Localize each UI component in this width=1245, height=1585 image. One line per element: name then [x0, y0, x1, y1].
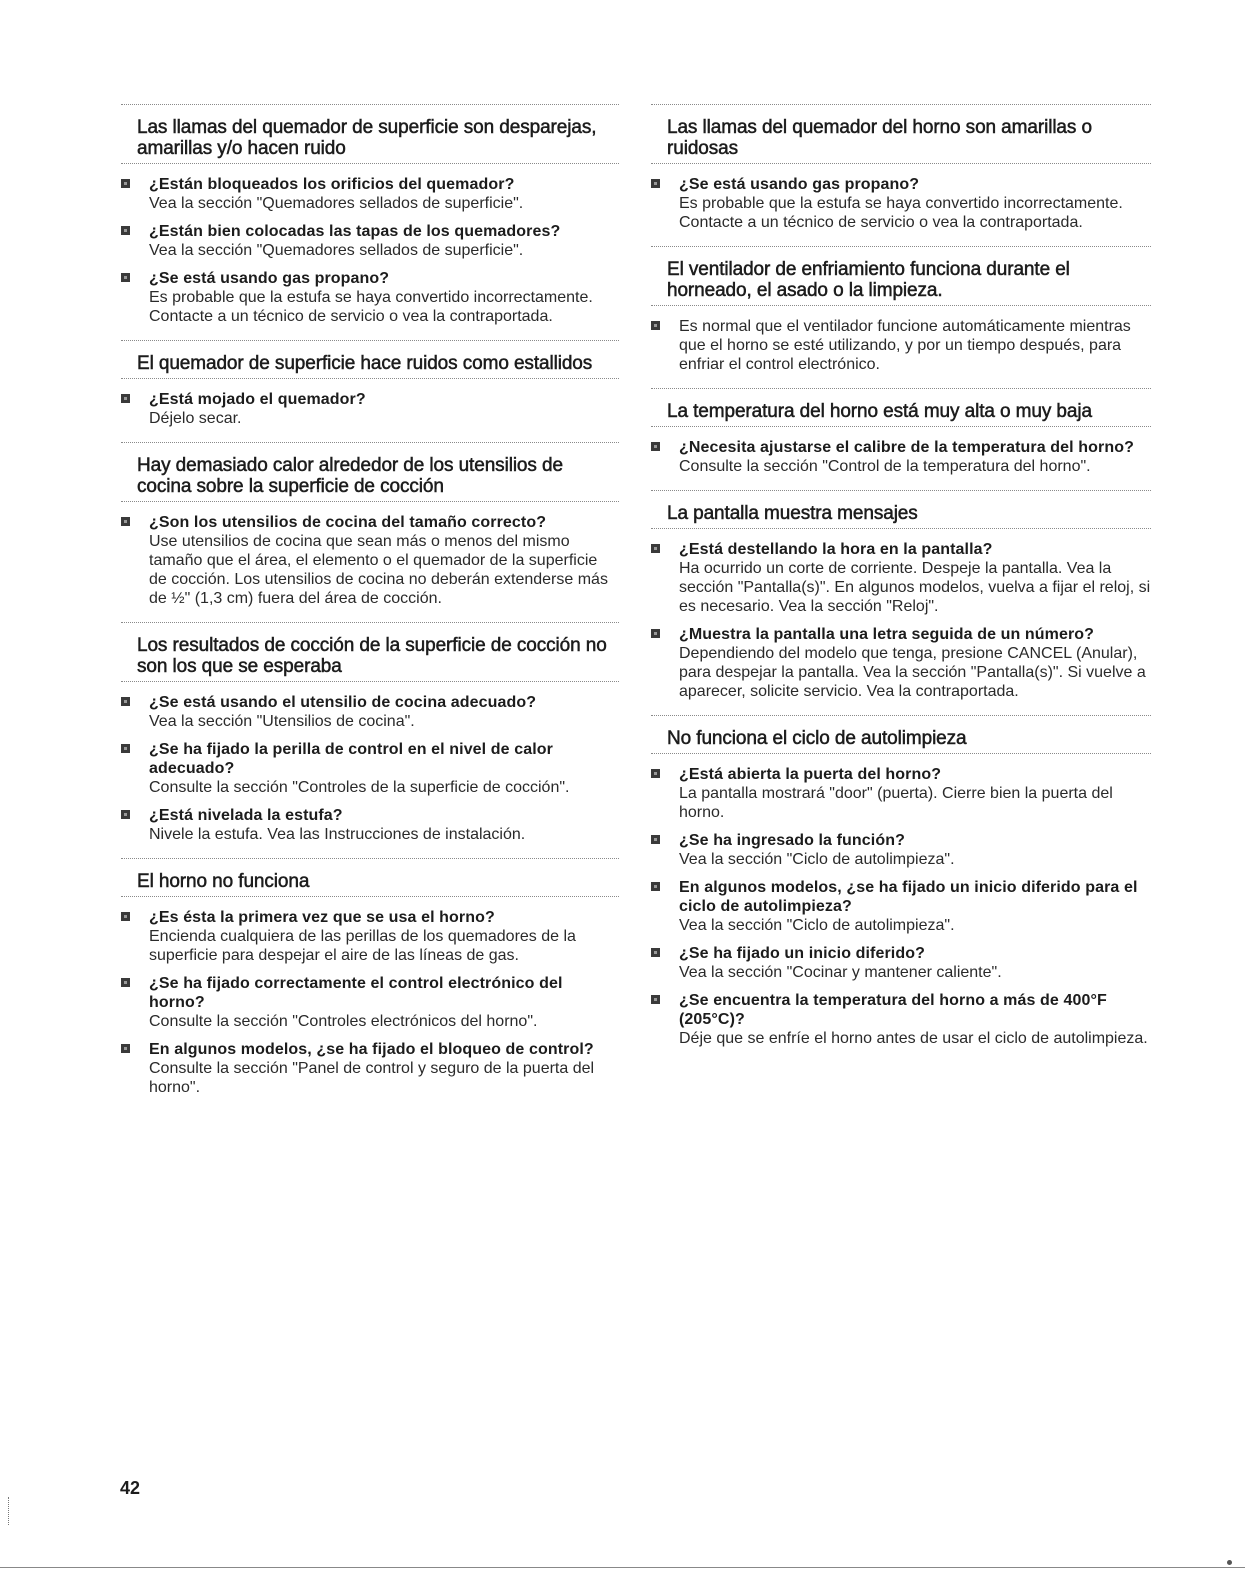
item-answer: Vea la sección "Ciclo de autolimpieza".	[679, 917, 955, 934]
troubleshooting-item	[651, 991, 1151, 1048]
item-answer: Vea la sección "Cocinar y mantener caliente".	[679, 964, 1002, 981]
troubleshooting-item	[121, 693, 619, 731]
heading-bottom-rule	[121, 681, 619, 682]
square-bullet-icon	[121, 179, 130, 188]
troubleshooting-item	[651, 175, 1151, 232]
item-answer: Consulte la sección "Control de la temperatura del horno".	[679, 458, 1091, 475]
troubleshooting-section	[121, 104, 619, 326]
item-answer: Consulte la sección "Panel de control y seguro de la puerta del horno".	[149, 1060, 595, 1096]
troubleshooting-item	[651, 625, 1151, 701]
troubleshooting-item	[121, 222, 619, 260]
troubleshooting-item	[121, 908, 619, 965]
item-question: ¿Se está usando el utensilio de cocina adecuado?	[149, 694, 537, 711]
item-answer: Consulte la sección "Controles de la superficie de cocción".	[149, 779, 570, 796]
square-bullet-icon	[651, 321, 660, 330]
heading-bottom-rule	[121, 896, 619, 897]
item-question: ¿Están bien colocadas las tapas de los quemadores?	[149, 223, 561, 240]
item-answer: Dependiendo del modelo que tenga, presione CANCEL (Anular), para despejar la pantalla. Vea la sección "Pantalla(s)". Si vuelve a aparecer, solicite servicio. Vea la contraportada.	[679, 645, 1146, 700]
item-answer: Nivele la estufa. Vea las Instrucciones de instalación.	[149, 826, 526, 843]
square-bullet-icon	[121, 810, 130, 819]
item-answer: La pantalla mostrará "door" (puerta). Cierre bien la puerta del horno.	[679, 785, 1113, 821]
square-bullet-icon	[121, 226, 130, 235]
section-heading: Hay demasiado calor alrededor de los utensilios de cocina sobre la superficie de cocción	[137, 455, 563, 497]
square-bullet-icon	[651, 179, 660, 188]
troubleshooting-section	[651, 388, 1151, 476]
troubleshooting-section	[651, 104, 1151, 232]
item-question: ¿Se ha fijado correctamente el control electrónico del horno?	[149, 975, 563, 1011]
item-answer: Use utensilios de cocina que sean más o menos del mismo tamaño que el área, el elemento o el quemador de la superficie de cocción. Los utensilios de cocina no deberán extenderse más de ½" (1,3 cm) fuera del área de cocción.	[149, 533, 608, 607]
item-answer: Es probable que la estufa se haya convertido incorrectamente. Contacte a un técnico de servicio o vea la contraportada.	[149, 289, 593, 325]
troubleshooting-section	[121, 858, 619, 1097]
item-question: ¿Muestra la pantalla una letra seguida de un número?	[679, 626, 1095, 643]
left-column	[121, 104, 619, 1106]
square-bullet-icon	[121, 744, 130, 753]
square-bullet-icon	[651, 882, 660, 891]
square-bullet-icon	[121, 1044, 130, 1053]
heading-bottom-rule	[651, 753, 1151, 754]
square-bullet-icon	[651, 995, 660, 1004]
heading-bottom-rule	[651, 426, 1151, 427]
item-answer: Encienda cualquiera de las perillas de los quemadores de la superficie para despejar el aire de las líneas de gas.	[149, 928, 576, 964]
right-column	[651, 104, 1151, 1057]
item-question: En algunos modelos, ¿se ha fijado el bloqueo de control?	[149, 1041, 594, 1058]
troubleshooting-section	[121, 442, 619, 608]
corner-dot	[1227, 1560, 1232, 1565]
troubleshooting-section	[651, 490, 1151, 701]
troubleshooting-item	[651, 317, 1151, 374]
section-heading: Las llamas del quemador del horno son amarillas o ruidosas	[667, 117, 1092, 159]
square-bullet-icon	[121, 517, 130, 526]
margin-mark	[8, 1497, 10, 1525]
item-question: ¿Está abierta la puerta del horno?	[679, 766, 942, 783]
troubleshooting-item	[651, 878, 1151, 935]
troubleshooting-item	[651, 438, 1151, 476]
item-question: En algunos modelos, ¿se ha fijado un inicio diferido para el ciclo de autolimpieza?	[679, 879, 1138, 915]
item-answer: Déjelo secar.	[149, 410, 242, 427]
section-heading: El horno no funciona	[137, 871, 310, 892]
item-question: ¿Son los utensilios de cocina del tamaño correcto?	[149, 514, 547, 531]
troubleshooting-item	[121, 974, 619, 1031]
square-bullet-icon	[651, 948, 660, 957]
item-question: ¿Se ha fijado un inicio diferido?	[679, 945, 925, 962]
square-bullet-icon	[121, 394, 130, 403]
square-bullet-icon	[121, 273, 130, 282]
item-answer: Vea la sección "Ciclo de autolimpieza".	[679, 851, 955, 868]
square-bullet-icon	[651, 544, 660, 553]
heading-bottom-rule	[121, 501, 619, 502]
troubleshooting-item	[121, 806, 619, 844]
heading-bottom-rule	[651, 305, 1151, 306]
square-bullet-icon	[121, 912, 130, 921]
square-bullet-icon	[651, 442, 660, 451]
section-heading: Las llamas del quemador de superficie son desparejas, amarillas y/o hacen ruido	[137, 117, 597, 159]
square-bullet-icon	[121, 978, 130, 987]
troubleshooting-section	[651, 246, 1151, 374]
troubleshooting-section	[121, 622, 619, 844]
item-answer: Es normal que el ventilador funcione automáticamente mientras que el horno se esté utilizando, y por un tiempo después, para enfriar el control electrónico.	[679, 318, 1131, 373]
section-heading: Los resultados de cocción de la superficie de cocción no son los que se esperaba	[137, 635, 607, 677]
troubleshooting-item	[651, 765, 1151, 822]
heading-bottom-rule	[651, 528, 1151, 529]
troubleshooting-item	[121, 269, 619, 326]
square-bullet-icon	[651, 769, 660, 778]
troubleshooting-item	[651, 944, 1151, 982]
item-answer: Vea la sección "Quemadores sellados de superficie".	[149, 195, 524, 212]
troubleshooting-item	[121, 513, 619, 608]
troubleshooting-item	[651, 831, 1151, 869]
item-question: ¿Está mojado el quemador?	[149, 391, 366, 408]
heading-bottom-rule	[121, 163, 619, 164]
page-number: 42	[120, 1478, 141, 1498]
item-question: ¿Se ha ingresado la función?	[679, 832, 905, 849]
square-bullet-icon	[651, 629, 660, 638]
troubleshooting-item	[121, 740, 619, 797]
item-answer: Vea la sección "Utensilios de cocina".	[149, 713, 415, 730]
section-heading: El quemador de superficie hace ruidos como estallidos	[137, 353, 593, 374]
troubleshooting-item	[651, 540, 1151, 616]
item-question: ¿Necesita ajustarse el calibre de la temperatura del horno?	[679, 439, 1134, 456]
troubleshooting-section	[651, 715, 1151, 1048]
troubleshooting-item	[121, 390, 619, 428]
section-heading: No funciona el ciclo de autolimpieza	[667, 728, 967, 749]
item-question: ¿Están bloqueados los orificios del quemador?	[149, 176, 515, 193]
item-question: ¿Es ésta la primera vez que se usa el horno?	[149, 909, 495, 926]
heading-bottom-rule	[121, 378, 619, 379]
item-answer: Consulte la sección "Controles electrónicos del horno".	[149, 1013, 538, 1030]
troubleshooting-section	[121, 340, 619, 428]
item-question: ¿Se encuentra la temperatura del horno a más de 400°F (205°C)?	[679, 992, 1107, 1028]
item-question: ¿Está nivelada la estufa?	[149, 807, 343, 824]
section-heading: El ventilador de enfriamiento funciona durante el horneado, el asado o la limpieza.	[667, 259, 1070, 301]
item-answer: Ha ocurrido un corte de corriente. Despeje la pantalla. Vea la sección "Pantalla(s)". En algunos modelos, vuelva a fijar el reloj, si es necesario. Vea la sección "Reloj".	[679, 560, 1151, 615]
item-question: ¿Se ha fijado la perilla de control en el nivel de calor adecuado?	[149, 741, 553, 777]
troubleshooting-item	[121, 1040, 619, 1097]
item-answer: Es probable que la estufa se haya convertido incorrectamente. Contacte a un técnico de servicio o vea la contraportada.	[679, 195, 1123, 231]
item-question: ¿Está destellando la hora en la pantalla?	[679, 541, 993, 558]
item-question: ¿Se está usando gas propano?	[149, 270, 390, 287]
page-bottom-rule	[0, 1567, 1245, 1568]
section-heading: La pantalla muestra mensajes	[667, 503, 918, 524]
square-bullet-icon	[651, 835, 660, 844]
heading-bottom-rule	[651, 163, 1151, 164]
square-bullet-icon	[121, 697, 130, 706]
item-answer: Déje que se enfríe el horno antes de usar el ciclo de autolimpieza.	[679, 1030, 1148, 1047]
section-heading: La temperatura del horno está muy alta o muy baja	[667, 401, 1092, 422]
item-answer: Vea la sección "Quemadores sellados de superficie".	[149, 242, 524, 259]
item-question: ¿Se está usando gas propano?	[679, 176, 920, 193]
troubleshooting-item	[121, 175, 619, 213]
